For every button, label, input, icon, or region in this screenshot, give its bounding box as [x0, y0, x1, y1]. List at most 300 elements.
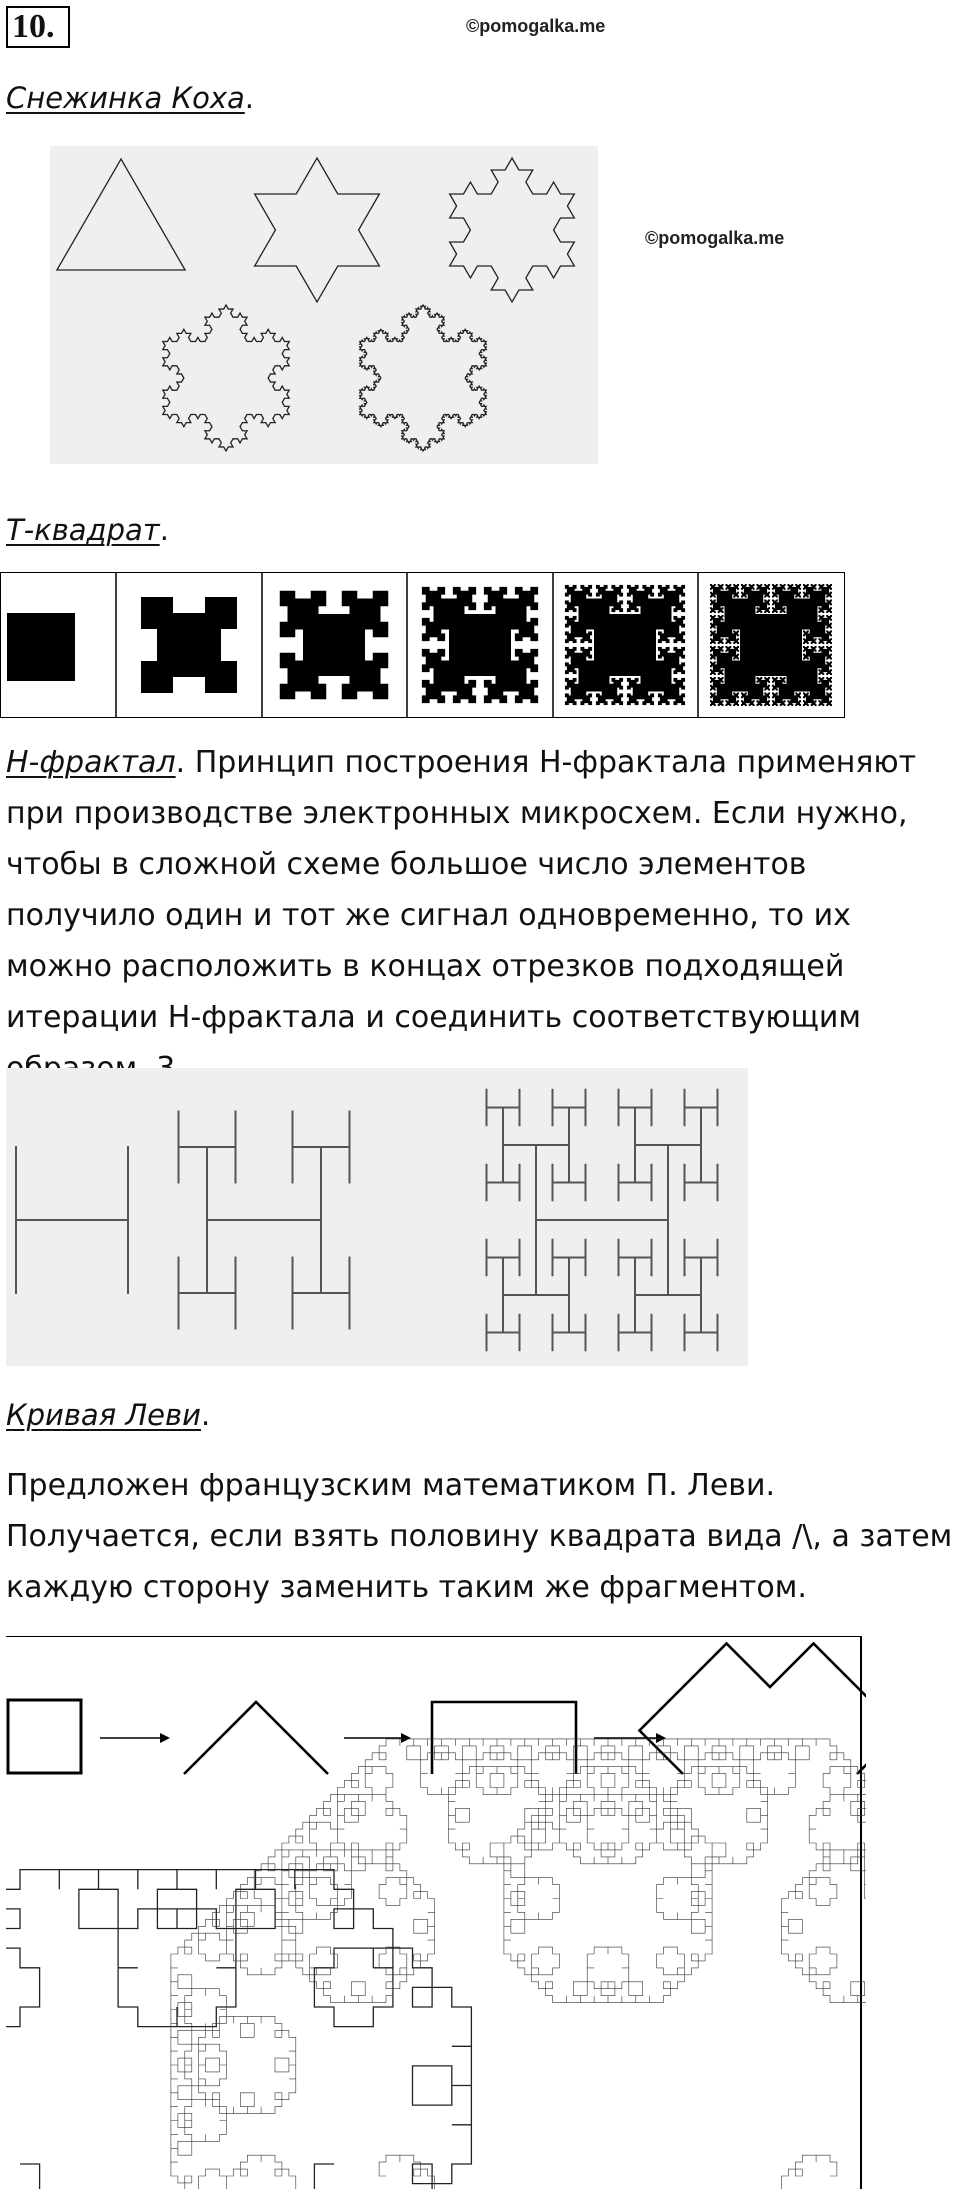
tsquare-block — [596, 608, 600, 612]
tsquare-block — [791, 596, 793, 598]
tsquare-block — [807, 665, 809, 667]
tsquare-block — [749, 665, 751, 667]
tsquare-block — [830, 654, 832, 656]
tsquare-block — [741, 627, 743, 629]
tsquare-block — [710, 692, 712, 694]
tsquare-block — [768, 650, 770, 652]
tsquare-block — [565, 701, 569, 705]
tsquare-block — [280, 684, 296, 700]
tsquare-block — [784, 673, 786, 675]
tsquare-block — [737, 673, 739, 675]
tsquare-block — [818, 638, 820, 640]
tsquare-block — [737, 619, 739, 621]
tsquare-block — [725, 685, 727, 687]
tsquare-block — [710, 669, 712, 671]
tsquare-block — [795, 696, 797, 698]
tsquare-block — [729, 599, 731, 601]
tsquare-block — [673, 624, 677, 628]
tsquare-block — [780, 665, 782, 667]
tsquare-block — [745, 619, 747, 621]
tsquare-block — [718, 592, 720, 594]
tsquare-block — [596, 585, 600, 589]
tsquare-block — [749, 646, 751, 648]
tsquare-block — [710, 677, 712, 679]
tsquare-block — [807, 696, 809, 698]
tsquare-block — [764, 588, 766, 590]
tsquare-block — [756, 673, 758, 675]
tsquare-block — [799, 661, 801, 663]
tsquare-block — [756, 696, 758, 698]
tsquare-block — [815, 665, 817, 667]
tsquare-block — [753, 677, 755, 679]
tsquare-block — [604, 678, 608, 682]
tsquare-block — [753, 673, 755, 675]
tsquare-block — [787, 658, 789, 660]
tsquare-heading — [6, 510, 169, 550]
tsquare-block — [764, 704, 766, 706]
tsquare-block — [784, 685, 786, 687]
tsquare-block — [764, 673, 766, 675]
tsquare-block — [795, 611, 797, 613]
tsquare-block — [803, 689, 805, 691]
tsquare-block — [791, 665, 793, 667]
tsquare-block — [768, 661, 770, 663]
tsquare-block — [737, 627, 739, 629]
tsquare-block — [811, 665, 813, 667]
tsquare-block — [619, 686, 623, 690]
tsquare-block — [741, 677, 743, 679]
tsquare-block — [803, 615, 805, 617]
tsquare-block — [725, 638, 727, 640]
tsquare-block — [565, 647, 569, 651]
tsquare-block — [772, 638, 774, 640]
tsquare-block — [795, 654, 797, 656]
tsquare-block — [803, 607, 805, 609]
tsquare-block — [826, 700, 828, 702]
tsquare-block — [815, 700, 817, 702]
tsquare-block — [815, 588, 817, 590]
tsquare-block — [588, 701, 592, 705]
tsquare-block — [515, 680, 523, 688]
tsquare-block — [811, 661, 813, 663]
tsquare-block — [776, 627, 778, 629]
tsquare-block — [573, 585, 577, 589]
tsquare-block — [749, 603, 751, 605]
tsquare-block — [826, 661, 828, 663]
tsquare-block — [830, 665, 832, 667]
tsquare-block — [780, 696, 782, 698]
tsquare-block — [580, 616, 584, 620]
tsquare-block — [818, 642, 820, 644]
tsquare-block — [635, 624, 639, 628]
tsquare-block — [714, 677, 716, 679]
tsquare-block — [772, 603, 774, 605]
tsquare-block — [729, 646, 731, 648]
tsquare-block — [673, 647, 677, 651]
tsquare-block — [791, 650, 793, 652]
tsquare-block — [718, 642, 720, 644]
tsquare-block — [795, 607, 797, 609]
tsquare-block — [811, 669, 813, 671]
tsquare-block — [580, 678, 584, 682]
tsquare-block — [818, 696, 820, 698]
tsquare-block — [787, 677, 789, 679]
tsquare-block — [635, 655, 639, 659]
tsquare-block — [768, 654, 770, 656]
tsquare-block — [741, 596, 743, 598]
tsquare-block — [650, 647, 654, 651]
tsquare-block — [799, 677, 801, 679]
tsquare-block — [822, 634, 824, 636]
tsquare-block — [725, 689, 727, 691]
tsquare-block — [714, 673, 716, 675]
tsquare-block — [714, 623, 716, 625]
tsquare-block — [764, 607, 766, 609]
tsquare-block — [714, 665, 716, 667]
tsquare-block — [791, 704, 793, 706]
tsquare-block — [596, 693, 600, 697]
tsquare-block — [784, 588, 786, 590]
tsquare-block — [635, 639, 639, 643]
tsquare-block — [760, 646, 762, 648]
tsquare-block — [780, 669, 782, 671]
tsquare-block — [745, 650, 747, 652]
tsquare-block — [787, 615, 789, 617]
tsquare-block — [749, 615, 751, 617]
tsquare-block — [830, 623, 832, 625]
tsquare-block — [826, 615, 828, 617]
tsquare-block — [772, 669, 774, 671]
tsquare-block — [799, 584, 801, 586]
tsquare-block — [619, 624, 623, 628]
tsquare-block — [749, 588, 751, 590]
tsquare-block — [799, 615, 801, 617]
tsquare-block — [822, 669, 824, 671]
tsquare-block — [596, 655, 600, 659]
tsquare-block — [795, 646, 797, 648]
tsquare-block — [787, 700, 789, 702]
tsquare-block — [818, 665, 820, 667]
levy-paragraph: Предложен французским математиком П. Леви. Получается, если взять половину квадрата вида /\, а затем каждую сторону заменить таким же фрагментом. — [6, 1468, 953, 1605]
tsquare-block — [830, 619, 832, 621]
tsquare-block — [342, 684, 358, 700]
tsquare-block — [760, 681, 762, 683]
tsquare-block — [830, 661, 832, 663]
tsquare-block — [725, 669, 727, 671]
tsquare-block — [756, 692, 758, 694]
tsquare-block — [710, 642, 712, 644]
tsquare-block — [830, 646, 832, 648]
tsquare-block — [756, 627, 758, 629]
tsquare-block — [737, 677, 739, 679]
tsquare-block — [749, 692, 751, 694]
tsquare-block — [803, 588, 805, 590]
tsquare-block — [718, 615, 720, 617]
tsquare-block — [818, 700, 820, 702]
tsquare-block — [749, 611, 751, 613]
tsquare-block — [815, 669, 817, 671]
tsquare-block — [437, 695, 445, 703]
tsquare-block — [573, 686, 577, 690]
tsquare-block — [780, 603, 782, 605]
tsquare-block — [803, 661, 805, 663]
tsquare-block — [627, 616, 631, 620]
tsquare-block — [830, 658, 832, 660]
tsquare-block — [811, 638, 813, 640]
tsquare-block — [830, 634, 832, 636]
tsquare-block — [830, 673, 832, 675]
tsquare-block — [741, 654, 743, 656]
tsquare-block — [658, 600, 662, 604]
tsquare-block — [611, 678, 615, 682]
tsquare-block — [714, 692, 716, 694]
tsquare-block — [342, 591, 358, 607]
tsquare-block — [830, 650, 832, 652]
tsquare-block — [787, 642, 789, 644]
tsquare-block — [658, 593, 662, 597]
tsquare-block — [596, 624, 600, 628]
tsquare-block — [718, 669, 720, 671]
tsquare-block — [681, 655, 685, 659]
tsquare-block — [787, 696, 789, 698]
tsquare-block — [714, 646, 716, 648]
arrow-head — [160, 1733, 170, 1743]
tsquare-block — [815, 646, 817, 648]
tsquare-block — [822, 630, 824, 632]
tsquare-block — [580, 631, 584, 635]
tsquare-block — [768, 588, 770, 590]
tsquare-block — [681, 662, 685, 666]
tsquare-block — [733, 696, 735, 698]
tsquare-block — [776, 704, 778, 706]
tsquare-block — [658, 639, 662, 643]
tsquare-block — [756, 689, 758, 691]
tsquare-block — [780, 692, 782, 694]
tsquare-block — [530, 587, 538, 595]
levy-step-2 — [432, 1702, 576, 1774]
h-iteration-0 — [16, 1146, 128, 1294]
tsquare-block — [718, 650, 720, 652]
tsquare-block — [437, 664, 445, 672]
koch-snowflake-illustration — [50, 146, 598, 464]
hfractal-figure — [6, 1068, 748, 1366]
tsquare-block — [611, 585, 615, 589]
tsquare-block — [741, 630, 743, 632]
tsquare-block — [737, 700, 739, 702]
tsquare-block — [818, 599, 820, 601]
tsquare-block — [611, 608, 615, 612]
tsquare-block — [718, 704, 720, 706]
tsquare-block — [815, 654, 817, 656]
tsquare-block — [803, 603, 805, 605]
tsquare-block — [619, 693, 623, 697]
tsquare-block — [830, 588, 832, 590]
tsquare-block — [803, 696, 805, 698]
tsquare-block — [342, 622, 358, 638]
tsquare-block — [725, 592, 727, 594]
tsquare-block — [815, 692, 817, 694]
tsquare-block — [722, 627, 724, 629]
tsquare-block — [760, 692, 762, 694]
tsquare-block — [818, 619, 820, 621]
tsquare-block — [822, 646, 824, 648]
tsquare-block — [635, 701, 639, 705]
tsquare-block — [756, 650, 758, 652]
tsquare-block — [604, 701, 608, 705]
tsquare-block — [753, 599, 755, 601]
tsquare-block — [673, 686, 677, 690]
levy-arrow-2 — [594, 1733, 666, 1743]
tsquare-block — [787, 669, 789, 671]
tsquare-block — [741, 685, 743, 687]
tsquare-block — [760, 599, 762, 601]
tsquare-block — [768, 658, 770, 660]
tsquare-block — [722, 642, 724, 644]
tsquare-block — [768, 673, 770, 675]
tsquare-block — [729, 658, 731, 660]
tsquare-block — [596, 593, 600, 597]
tsquare-block — [791, 696, 793, 698]
tsquare-block — [826, 603, 828, 605]
tsquare-block — [642, 686, 646, 690]
tsquare-block — [580, 662, 584, 666]
tsquare-block — [822, 704, 824, 706]
tsquare-block — [725, 654, 727, 656]
tsquare-block — [741, 619, 743, 621]
tsquare-block — [725, 658, 727, 660]
tsquare-block — [815, 584, 817, 586]
tsquare-block — [776, 696, 778, 698]
tsquare-block — [764, 638, 766, 640]
tsquare-block — [722, 654, 724, 656]
tsquare-block — [710, 596, 712, 598]
tsquare-block — [729, 650, 731, 652]
tsquare-block — [791, 603, 793, 605]
tsquare-block — [729, 704, 731, 706]
tsquare-block — [627, 647, 631, 651]
tsquare-block — [753, 650, 755, 652]
tsquare-block — [830, 689, 832, 691]
tsquare-block — [760, 677, 762, 679]
tsquare-block — [760, 704, 762, 706]
tsquare-block — [795, 619, 797, 621]
tsquare-block — [588, 639, 592, 643]
tsquare-block — [768, 646, 770, 648]
tsquare-block — [749, 607, 751, 609]
tsquare-block — [725, 700, 727, 702]
tsquare-block — [818, 681, 820, 683]
tsquare-block — [714, 588, 716, 590]
tsquare-block — [826, 638, 828, 640]
tsquare-block — [573, 631, 577, 635]
tsquare-block — [718, 654, 720, 656]
tsquare-block — [822, 584, 824, 586]
tsquare-block — [565, 600, 569, 604]
tsquare-block — [811, 615, 813, 617]
tsquare-title-punct: . — [159, 513, 169, 547]
tsquare-block — [729, 654, 731, 656]
tsquare-block — [784, 677, 786, 679]
tsquare-block — [681, 631, 685, 635]
tsquare-block — [737, 603, 739, 605]
tsquare-block — [749, 596, 751, 598]
tsquare-block — [764, 692, 766, 694]
tsquare-block — [815, 630, 817, 632]
tsquare-block — [635, 662, 639, 666]
tsquare-block — [787, 634, 789, 636]
tsquare-block — [741, 623, 743, 625]
tsquare-block — [729, 638, 731, 640]
tsquare-block — [596, 631, 600, 635]
levy-title-punct: . — [200, 1398, 211, 1432]
tsquare-block — [718, 599, 720, 601]
tsquare-block — [422, 649, 430, 657]
tsquare-block — [811, 599, 813, 601]
tsquare-block — [768, 638, 770, 640]
tsquare-block — [764, 654, 766, 656]
tsquare-block — [822, 681, 824, 683]
tsquare-block — [784, 630, 786, 632]
tsquare-block — [749, 685, 751, 687]
tsquare-block — [741, 650, 743, 652]
tsquare-block — [741, 696, 743, 698]
tsquare-block — [710, 681, 712, 683]
tsquare-block — [826, 704, 828, 706]
tsquare-block — [768, 689, 770, 691]
tsquare-block — [745, 627, 747, 629]
tsquare-block — [830, 681, 832, 683]
tsquare-block — [807, 700, 809, 702]
tsquare-block — [815, 623, 817, 625]
tsquare-block — [722, 634, 724, 636]
tsquare-block — [760, 696, 762, 698]
tsquare-block — [768, 669, 770, 671]
tsquare-block — [776, 665, 778, 667]
tsquare-block — [772, 607, 774, 609]
tsquare-block — [776, 592, 778, 594]
tsquare-block — [784, 638, 786, 640]
tsquare-block — [666, 647, 670, 651]
tsquare-block — [611, 701, 615, 705]
tsquare-block — [776, 646, 778, 648]
tsquare-block — [650, 639, 654, 643]
tsquare-block — [741, 661, 743, 663]
tsquare-block — [795, 584, 797, 586]
tsquare-block — [807, 638, 809, 640]
tsquare-block — [803, 669, 805, 671]
tsquare-block — [772, 596, 774, 598]
tsquare-block — [565, 662, 569, 666]
tsquare-block — [666, 655, 670, 659]
tsquare-block — [768, 623, 770, 625]
tsquare-block — [619, 585, 623, 589]
tsquare-block — [760, 642, 762, 644]
tsquare-block — [745, 658, 747, 660]
tsquare-block — [714, 607, 716, 609]
tsquare-block — [815, 638, 817, 640]
tsquare-block — [749, 696, 751, 698]
tsquare-block — [565, 670, 569, 674]
tsquare-block — [807, 584, 809, 586]
tsquare-block — [803, 596, 805, 598]
tsquare-block — [642, 631, 646, 635]
tsquare-block — [815, 596, 817, 598]
tsquare-block — [787, 661, 789, 663]
tsquare-block — [311, 684, 327, 700]
tsquare-block — [826, 611, 828, 613]
tsquare-block — [815, 673, 817, 675]
tsquare-block — [627, 701, 631, 705]
